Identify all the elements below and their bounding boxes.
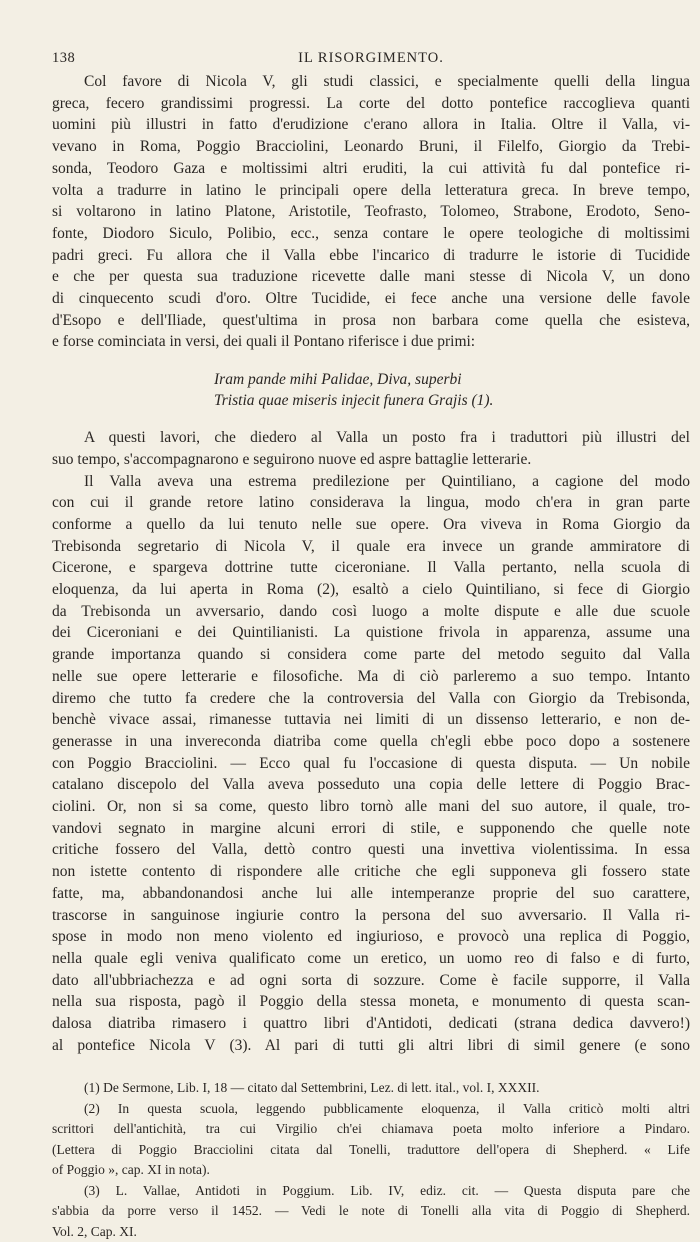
text-line: A questi lavori, che diedero al Valla un posto fra i traduttori più illustri del	[84, 429, 690, 447]
text-line: catalano discepolo del Valla aveva posseduto una copia delle lettere di Poggio Brac-	[52, 776, 690, 794]
footnote-line: s'abbia da porre verso il 1452. — Vedi le note di Tonelli alla vita di Poggio di Shepherd.	[52, 1203, 690, 1219]
verse-line: Iram pande mihi Palidae, Diva, superbi	[214, 371, 462, 389]
text-line: Cicerone, e spargeva dottrine tutte ciceroniane. Il Valla pertanto, nella scuola di	[52, 559, 690, 577]
text-line: con cui il grande retore latino considerava la lingua, modo ch'era in gran parte	[52, 494, 690, 512]
text-line: eloquenza, da lui aperta in Roma (2), esaltò a cielo Quintiliano, si fece di Giorgio	[52, 581, 690, 598]
footnote-line: scrittori dell'antichità, tra cui Virgilio ch'ei chiamava poeta molto inferiore a Pindaro.	[52, 1121, 690, 1137]
footnote-line: (Lettera di Poggio Bracciolini citata dal Tonelli, traduttore dell'opera di Shepherd. « Life	[52, 1141, 690, 1157]
footnote-line: of Poggio », cap. XI in nota).	[52, 1162, 210, 1178]
text-line: padri greci. Fu allora che il Valla ebbe l'incarico di tradurre le istorie di Tucidide	[52, 246, 690, 264]
text-line: con Poggio Bracciolini. — Ecco qual fu l'occasione di questa disputa. — Un nobile	[52, 754, 690, 772]
text-line: nelle sue opere letterarie e filosofiche. Ma di ciò parleremo a suo tempo. Intanto	[52, 667, 690, 685]
page-number: 138	[52, 50, 76, 66]
text-line: sonda, Teodoro Gaza e moltissimi altri eruditi, la cui attività fu dal pontefice ri-	[52, 159, 690, 177]
footnote-line: (2) In questa scuola, leggendo pubblicamente eloquenza, il Valla criticò molti altri	[84, 1100, 690, 1116]
text-line: e che per questa sua traduzione ricevette dalle mani stesse di Nicola V, un dono	[52, 268, 690, 286]
text-line: diremo che tutto fa credere che la controversia del Valla con Giorgio da Trebisonda,	[52, 689, 690, 707]
text-line: fatte, ma, abbandonandosi anche lui alle intemperanze proprie del suo carattere,	[52, 884, 690, 902]
text-line: benchè vivace assai, rimanesse tuttavia nei limiti di un dissenso letterario, e non de-	[52, 711, 690, 729]
text-line: dalosa diatriba rimasero i quattro libri d'Antidoti, dedicati (strana dedica davvero!)	[52, 1015, 690, 1032]
text-line: Col favore di Nicola V, gli studi classici, e specialmente quelli della lingua	[84, 73, 690, 90]
text-line: dei Ciceroniani e dei Quintilianisti. La quistione frivola in apparenza, assume una	[52, 624, 690, 642]
text-line: al pontefice Nicola V (3). Al pari di tutti gli altri libri di simil genere (e sono	[52, 1036, 690, 1054]
text-line: critiche fossero del Valla, dettò contro questi una invettiva violentissima. In essa	[52, 841, 690, 859]
text-line: vevano in Roma, Poggio Bracciolini, Leonardo Bruni, il Filelfo, Giorgio da Trebi-	[52, 138, 690, 156]
text-line: nella sua risposta, pagò il Poggio della stessa moneta, e monumento di questa scan-	[52, 993, 690, 1011]
text-line: d'Esopo e dell'Iliade, quest'ultima in prosa non barbara come quella che esisteva,	[52, 311, 690, 329]
verse-line: Tristia quae miseris injecit funera Grajis (1).	[214, 392, 494, 410]
text-line: spose in modo non meno violento ed ingiurioso, e provocò una replica di Poggio,	[52, 928, 690, 946]
text-line: nella quale egli veniva qualificato come un eretico, un uomo reo di falso e di furto,	[52, 949, 690, 967]
text-line: di cinquecento scudi d'oro. Oltre Tucidide, ei fece anche una versione delle favole	[52, 290, 690, 307]
text-line: ciolini. Or, non si sa come, questo libro tornò alle mani del suo autore, il quale, tro-	[52, 798, 690, 815]
text-line: grande importanza quando si considera come parte del metodo seguito dal Valla	[52, 646, 690, 664]
text-line: volta a tradurre in latino le principali opere della letteratura greca. In breve tempo,	[52, 181, 690, 199]
text-line: uomini più illustri in fatto d'erudizione c'erano allora in Italia. Oltre il Valla, vi-	[52, 116, 690, 134]
text-line: greca, fecero grandissimi progressi. La corte del dotto pontefice raccoglieva quanti	[52, 94, 690, 112]
text-line: si voltarono in latino Platone, Aristotile, Teofrasto, Tolomeo, Strabone, Erodoto, Seno-	[52, 203, 690, 221]
text-line: fonte, Diodoro Siculo, Polibio, ecc., senza contare le opere teologiche di moltissimi	[52, 224, 690, 242]
footnote-line: Vol. 2, Cap. XI.	[52, 1223, 137, 1239]
text-line: Trebisonda segretario di Nicola V, il quale era invece un grande ammiratore di	[52, 537, 690, 555]
footnote-line: (1) De Sermone, Lib. I, 18 — citato dal Settembrini, Lez. di lett. ital., vol. I, XXXII.	[84, 1080, 540, 1096]
footnote-line: (3) L. Vallae, Antidoti in Poggium. Lib. IV, ediz. cit. — Questa disputa pare che	[84, 1182, 690, 1198]
text-line: non istette contento di rispondere alle critiche che egli supponeva gli fossero state	[52, 863, 690, 881]
text-line: trascorse in sanguinose ingiurie contro la persona del suo avversario. Il Valla ri-	[52, 906, 690, 924]
text-line: da Trebisonda un avversario, dando così luogo a molte dispute e alle due scuole	[52, 602, 690, 620]
text-line: Il Valla aveva una estrema predilezione per Quintiliano, a cagione del modo	[84, 472, 690, 490]
page-header	[52, 50, 690, 72]
running-title: IL RISORGIMENTO.	[298, 50, 444, 66]
text-line: vandovi segnato in margine alcuni errori di stile, e supponendo che quelle note	[52, 819, 690, 837]
text-line: generasse in una invereconda diatriba come quella ch'egli ebbe poco dopo a sostenere	[52, 732, 690, 750]
text-line: dato all'ubbriachezza e ad ogni sorta di sozzure. Come è facile supporre, il Valla	[52, 971, 690, 989]
text-line: conforme a quello da lui tenuto nelle sue opere. Ora viveva in Roma Giorgio da	[52, 515, 690, 533]
text-line: e forse cominciata in versi, dei quali il Pontano riferisce i due primi:	[52, 333, 476, 351]
text-line: suo tempo, s'accompagnarono e seguirono nuove ed aspre battaglie letterarie.	[52, 450, 532, 468]
